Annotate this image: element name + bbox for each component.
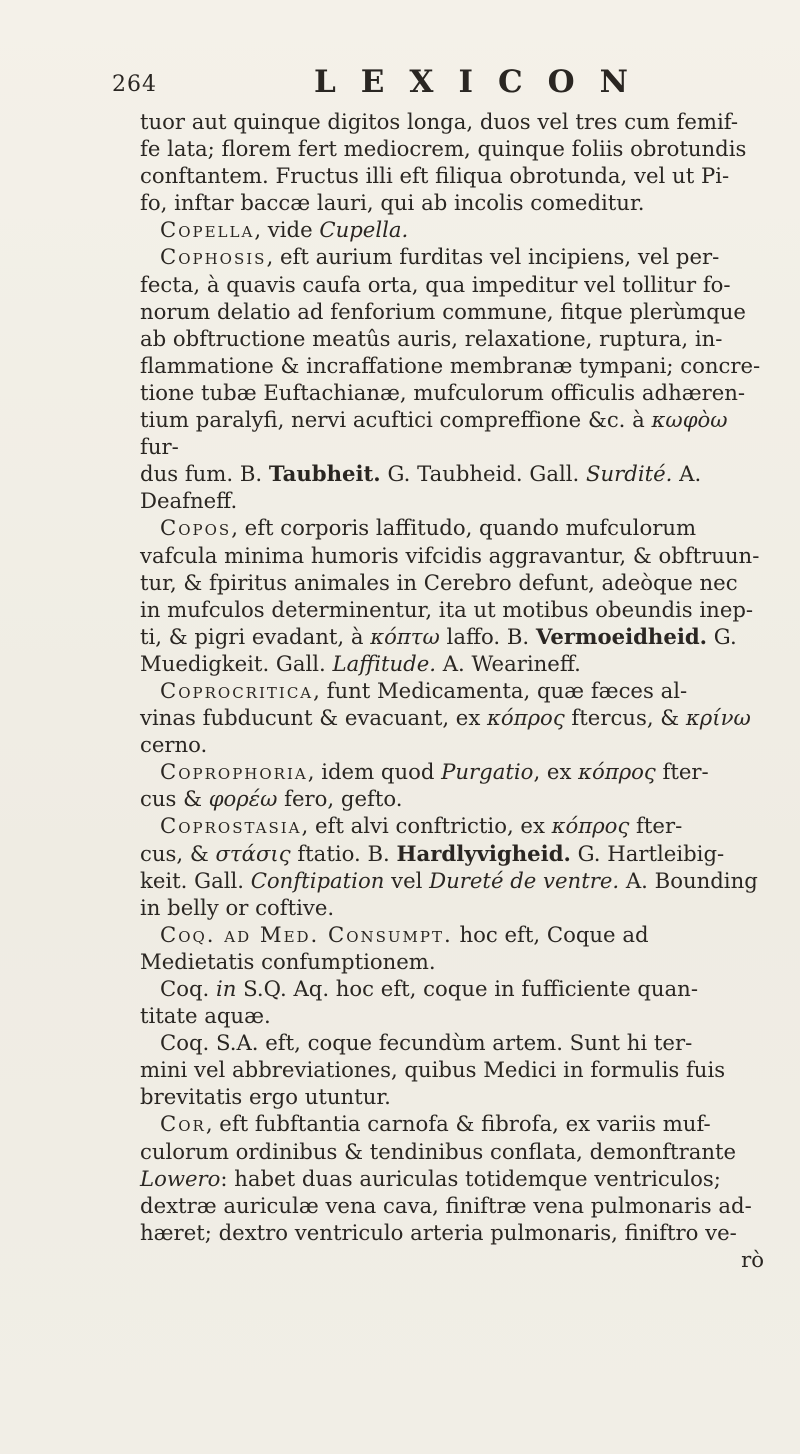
italic-term: κόπρος (578, 759, 656, 785)
text-line (140, 569, 770, 596)
text-line (140, 216, 770, 243)
text-run: fter- (629, 813, 683, 839)
entry-headword: Cor (160, 1111, 206, 1137)
italic-term: Purgatio (441, 759, 534, 785)
text-line (140, 975, 770, 1002)
text-run: vel (384, 867, 430, 893)
text-run: fero, gefto. (277, 786, 403, 812)
text-run: fo, inftar baccæ lauri, qui ab incolis comeditur. (140, 190, 645, 216)
text-run: ftatio. B. (290, 840, 397, 866)
text-line (140, 108, 770, 135)
text-run: Muedigkeit. Gall. (140, 650, 333, 676)
text-run: A. Wearineff. (436, 650, 581, 676)
text-run: tur, & fpiritus animales in Cerebro defunt, adeòque nec (140, 569, 738, 595)
text-line (140, 243, 770, 270)
text-run: norum delatio ad fenforium commune, fitque plerùmque (140, 298, 746, 324)
text-run: Coq. S.A. eft, coque fecundùm artem. Sunt hi ter- (160, 1030, 693, 1056)
text-line (140, 1219, 770, 1246)
text-run: G. (707, 623, 737, 649)
text-run: in belly or coftive. (140, 894, 335, 920)
text-run: fur- (140, 434, 179, 460)
text-line (140, 406, 770, 460)
text-line (140, 487, 770, 514)
text-run: , eft fubftantia carnofa & fibrofa, ex variis muf- (205, 1111, 711, 1137)
text-run: titate aquæ. (140, 1003, 271, 1029)
text-line (140, 867, 770, 894)
text-line (140, 542, 770, 569)
text-run: ti, & pigri evadant, à (140, 623, 371, 649)
italic-term: κωφὸω (651, 407, 728, 433)
text-line (140, 135, 770, 162)
text-run: ab obftructione meatûs auris, relaxatione, ruptura, in- (140, 325, 723, 351)
blackletter-term: Vermoeidheid. (535, 623, 708, 649)
text-run: fe lata; florem fert mediocrem, quinque foliis obrotundis (140, 136, 747, 162)
text-run: cus & (140, 786, 209, 812)
text-line (140, 460, 770, 487)
text-run: hæret; dextro ventriculo arteria pulmonaris, finiftro ve- (140, 1219, 737, 1245)
text-line (140, 271, 770, 298)
body-text (140, 108, 770, 1273)
text-run: Coq. (160, 976, 216, 1001)
text-run: laffo. B. (439, 623, 536, 649)
text-run: vinas fubducunt & evacuant, ex (140, 705, 488, 731)
text-run: S.Q. Aq. hoc eft, coque in fufficiente quan- (236, 976, 698, 1001)
text-line (140, 1110, 770, 1137)
text-run: fecta, à quavis caufa orta, qua impeditur vel tollitur fo- (140, 271, 731, 297)
text-run: flammatione & incraffatione membranæ tympani; concre- (140, 352, 761, 378)
text-line (140, 162, 770, 189)
text-run: dus fum. B. (140, 461, 269, 487)
text-line (140, 623, 770, 650)
text-run: conftantem. Fructus illi eft filiqua obrotunda, vel ut Pi- (140, 163, 730, 189)
italic-term: Laffitude. (332, 650, 436, 676)
text-line (140, 325, 770, 352)
text-line (140, 677, 770, 704)
italic-term: φορέω (208, 786, 278, 812)
italic-term: Cupella. (319, 217, 409, 243)
text-run: Medietatis confumptionem. (140, 948, 436, 974)
italic-term: κρίνω (685, 705, 751, 731)
entry-headword: Coprophoria (160, 759, 308, 785)
text-line (140, 596, 770, 623)
text-run: ftercus, & (564, 705, 686, 731)
text-line (140, 379, 770, 406)
text-line (140, 785, 770, 812)
text-run: Deafneff. (140, 488, 238, 514)
text-run: , idem quod (307, 759, 442, 785)
text-run: brevitatis ergo utuntur. (140, 1084, 391, 1110)
text-run: G. Hartleibig- (570, 840, 725, 866)
text-line (140, 298, 770, 325)
text-run: A. (672, 461, 702, 487)
text-run: tione tubæ Euftachianæ, mufculorum officulis adhæren- (140, 379, 746, 405)
text-line (140, 840, 770, 867)
italic-term: Dureté de ventre. (429, 867, 620, 893)
text-line (140, 650, 770, 677)
text-line (140, 1056, 770, 1083)
text-line (140, 812, 770, 839)
text-line (140, 1192, 770, 1219)
text-run: : habet duas auriculas totidemque ventriculos; (220, 1165, 721, 1191)
page-header (0, 48, 800, 98)
entry-headword: Copella (160, 217, 255, 243)
italic-term: in (216, 976, 237, 1001)
text-line (140, 948, 770, 975)
text-run: keit. Gall. (140, 867, 251, 893)
text-run: hoc eft, Coque ad (452, 921, 649, 947)
text-run: , funt Medicamenta, quæ fæces al- (313, 677, 688, 703)
entry-headword: Cophosis (160, 244, 267, 270)
text-run: fter- (655, 759, 709, 785)
page-number: 264 (112, 72, 157, 97)
italic-term: κόπτω (370, 623, 440, 649)
text-run: culorum ordinibus & tendinibus conflata, demonftrante (140, 1138, 737, 1164)
text-run: tium paralyfi, nervi acuftici compreffione &c. à (140, 407, 652, 433)
text-line (140, 731, 770, 758)
blackletter-term: Hardlyvigheid. (396, 840, 571, 866)
italic-term: κόπρος (551, 813, 630, 839)
text-run: , eft alvi conftrictio, ex (301, 813, 552, 839)
text-line (140, 514, 770, 541)
text-run: dextræ auriculæ vena cava, finiftræ vena pulmonaris ad- (140, 1192, 752, 1218)
italic-term: κόπρος (487, 705, 565, 731)
text-line (140, 894, 770, 921)
text-line (140, 758, 770, 785)
text-run: , vide (254, 217, 320, 243)
text-run: , ex (533, 759, 579, 785)
text-run: cus, & (140, 840, 216, 866)
entry-headword: Coprostasia (160, 813, 302, 839)
italic-term: Surdité. (585, 461, 673, 487)
text-line (140, 921, 770, 948)
text-line (140, 1138, 770, 1165)
text-line (140, 1083, 770, 1110)
text-line (140, 189, 770, 216)
italic-term: στάσις (215, 840, 291, 866)
text-run: mini vel abbreviationes, quibus Medici in formulis fuis (140, 1057, 726, 1083)
text-run: , eft aurium furditas vel incipiens, vel per- (266, 244, 720, 270)
entry-headword: Copos (160, 515, 232, 541)
text-line (140, 1029, 770, 1056)
text-line (140, 704, 770, 731)
text-run: cerno. (140, 732, 208, 758)
running-head: LEXICON (314, 64, 653, 100)
text-run: vafcula minima humoris vifcidis aggravantur, & obftruun- (140, 542, 760, 568)
blackletter-term: Taubheit. (268, 461, 381, 487)
text-run: tuor aut quinque digitos longa, duos vel tres cum femif- (140, 109, 739, 134)
text-run: rò (741, 1246, 764, 1272)
entry-headword: Coq. ad Med. Consumpt. (160, 921, 453, 947)
text-line (140, 1165, 770, 1192)
italic-term: Lowero (140, 1165, 221, 1191)
entry-headword: Coprocritica (160, 677, 314, 703)
text-run: in mufculos determinentur, ita ut motibus obeundis inep- (140, 596, 754, 622)
text-run: A. Bounding (619, 867, 758, 893)
text-run: G. Taubheid. Gall. (380, 461, 586, 487)
text-line (140, 352, 770, 379)
text-run: , eft corporis laffitudo, quando mufculorum (231, 515, 697, 541)
text-line (140, 1002, 770, 1029)
catchword (140, 1246, 770, 1273)
italic-term: Conftipation (250, 867, 385, 893)
